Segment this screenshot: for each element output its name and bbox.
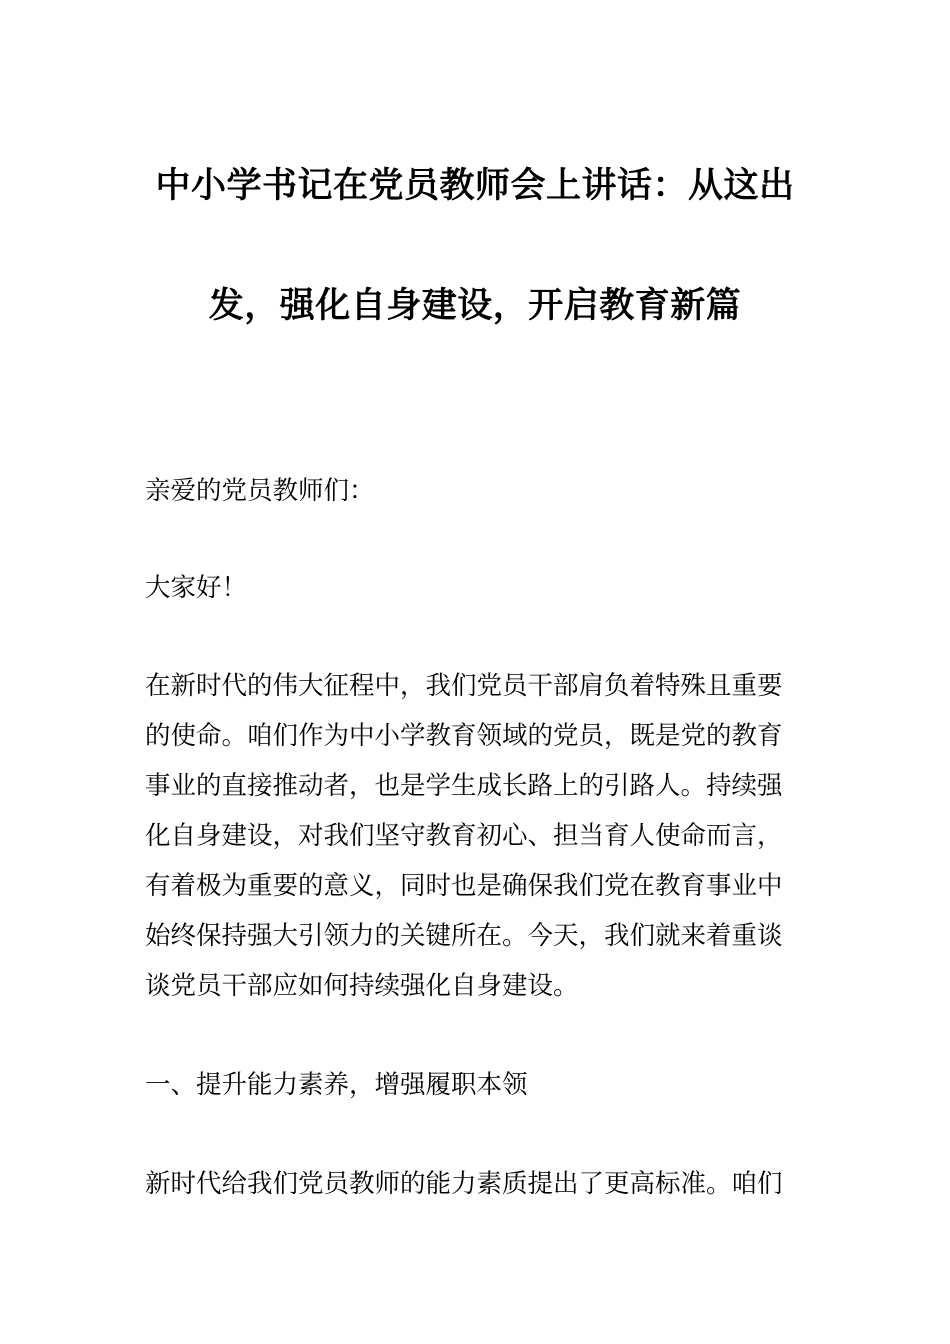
greeting-text: 大家好！	[145, 573, 248, 603]
paragraph-line: 的使命。咱们作为中小学教育领域的党员，既是党的教育	[145, 721, 783, 751]
section-1-heading	[145, 1060, 810, 1110]
salutation-text: 亲爱的党员教师们：	[145, 476, 375, 506]
paragraph-1	[145, 661, 810, 1011]
greeting	[145, 563, 810, 613]
section-heading-text: 一、提升能力素养，增强履职本领	[145, 1070, 528, 1100]
paragraph-line: 始终保持强大引领力的关键所在。今天，我们就来着重谈	[145, 921, 783, 951]
paragraph-2	[145, 1159, 810, 1209]
paragraph-line: 化自身建设，对我们坚守教育初心、担当育人使命而言，	[145, 821, 783, 851]
paragraph-line: 有着极为重要的意义，同时也是确保我们党在教育事业中	[145, 871, 783, 901]
salutation	[145, 466, 810, 516]
paragraph-line: 在新时代的伟大征程中，我们党员干部肩负着特殊且重要	[145, 671, 783, 701]
paragraph-line: 谈党员干部应如何持续强化自身建设。	[145, 971, 579, 1001]
title-line-1: 中小学书记在党员教师会上讲话：从这出	[155, 166, 795, 206]
paragraph-line: 新时代给我们党员教师的能力素质提出了更高标准。咱们	[145, 1169, 783, 1199]
paragraph-line: 事业的直接推动者，也是学生成长路上的引路人。持续强	[145, 771, 783, 801]
title-line-2: 发，强化自身建设，开启教育新篇	[208, 286, 742, 326]
